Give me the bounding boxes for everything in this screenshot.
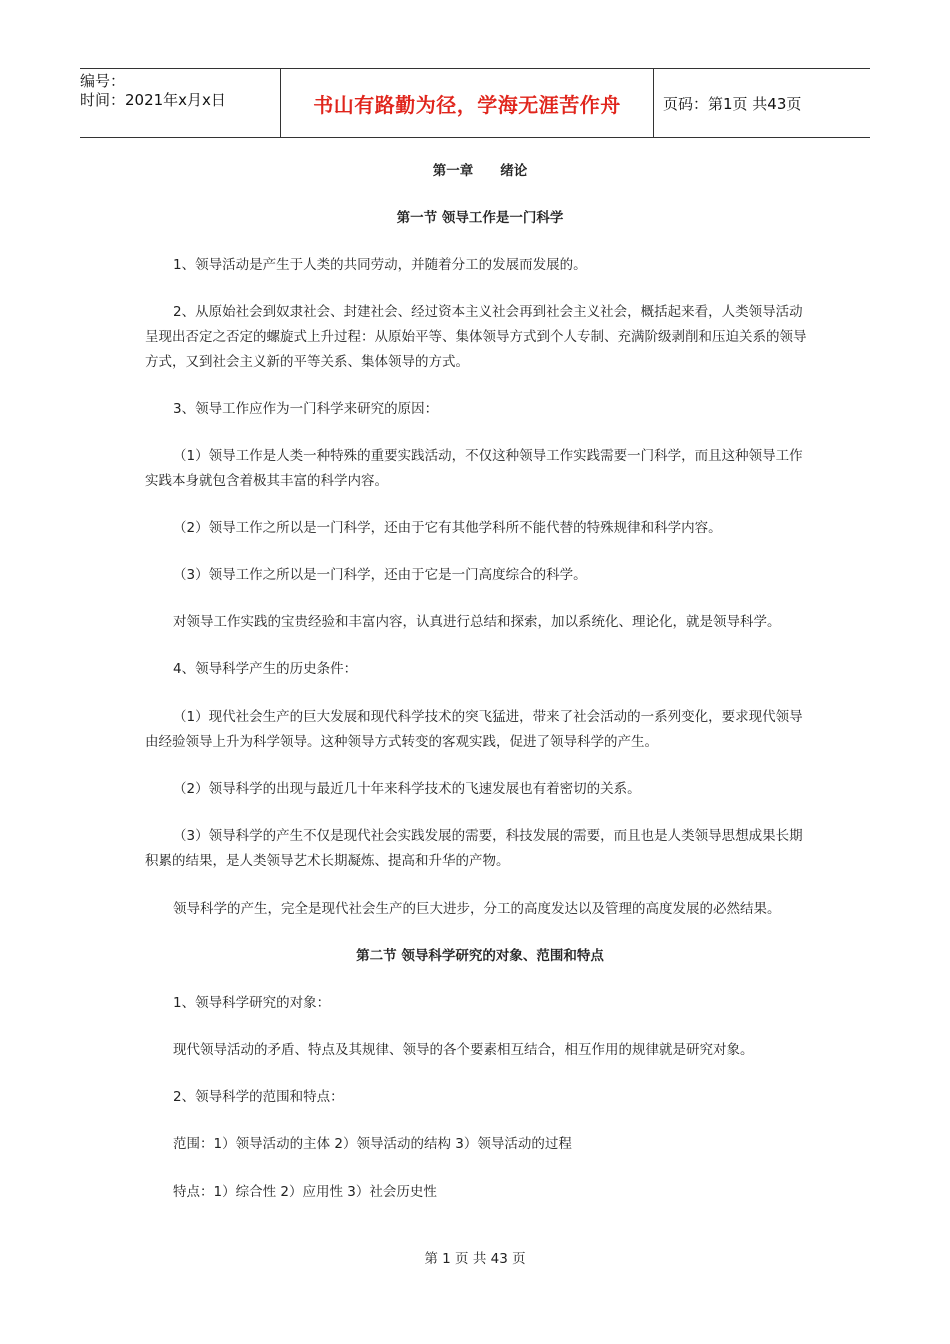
paragraph: 现代领导活动的矛盾、特点及其规律、领导的各个要素相互结合，相互作用的规律就是研究对象。 bbox=[173, 1042, 754, 1058]
paragraph: 领导科学的产生，完全是现代社会生产的巨大进步，分工的高度发达以及管理的高度发展的必然结果。 bbox=[173, 901, 781, 917]
page-header bbox=[80, 68, 870, 138]
paragraph: （3）领导工作之所以是一门科学，还由于它是一门高度综合的科学。 bbox=[173, 567, 587, 583]
paragraph: 1、领导科学研究的对象： bbox=[173, 995, 331, 1011]
paragraph: 2、从原始社会到奴隶社会、封建社会、经过资本主义社会再到社会主义社会，概括起来看，人类领导活动呈现出否定之否定的螺旋式上升过程：从原始平等、集体领导方式到个人专制、充满阶级剥削和压迫关系的领导方式，又到社会主义新的平等关系、集体领导的方式。 bbox=[145, 304, 807, 370]
number-label: 编号： bbox=[80, 72, 126, 90]
header-page-code: 页码：第1页 共43页 bbox=[663, 94, 802, 113]
section-title: 第二节 领导科学研究的对象、范围和特点 bbox=[356, 948, 604, 964]
header-meta bbox=[80, 69, 280, 140]
time-label: 时间：2021年x月x日 bbox=[80, 91, 226, 109]
header-motto: 书山有路勤为径，学海无涯苦作舟 bbox=[280, 69, 654, 137]
paragraph: 特点：1）综合性 2）应用性 3）社会历史性 bbox=[173, 1184, 437, 1200]
section-title: 第一节 领导工作是一门科学 bbox=[396, 210, 564, 226]
paragraph: （2）领导工作之所以是一门科学，还由于它有其他学科所不能代替的特殊规律和科学内容。 bbox=[173, 520, 722, 536]
paragraph: （2）领导科学的出现与最近几十年来科学技术的飞速发展也有着密切的关系。 bbox=[173, 781, 641, 797]
paragraph: 1、领导活动是产生于人类的共同劳动，并随着分工的发展而发展的。 bbox=[173, 257, 587, 273]
chapter-title: 第一章 绪论 bbox=[432, 163, 528, 179]
page-footer: 第 1 页 共 43 页 bbox=[424, 1251, 526, 1267]
paragraph: 对领导工作实践的宝贵经验和丰富内容，认真进行总结和探索，加以系统化、理论化，就是领导科学。 bbox=[173, 614, 781, 630]
paragraph: （1）领导工作是人类一种特殊的重要实践活动，不仅这种领导工作实践需要一门科学，而且这种领导工作实践本身就包含着极其丰富的科学内容。 bbox=[145, 448, 803, 489]
paragraph: 4、领导科学产生的历史条件： bbox=[173, 661, 358, 677]
paragraph: 范围：1）领导活动的主体 2）领导活动的结构 3）领导活动的过程 bbox=[173, 1136, 572, 1152]
paragraph: 3、领导工作应作为一门科学来研究的原因： bbox=[173, 401, 439, 417]
paragraph: （1）现代社会生产的巨大发展和现代科学技术的突飞猛进，带来了社会活动的一系列变化，要求现代领导由经验领导上升为科学领导。这种领导方式转变的客观实践，促进了领导科学的产生。 bbox=[145, 709, 803, 750]
paragraph: 2、领导科学的范围和特点： bbox=[173, 1089, 344, 1105]
paragraph: （3）领导科学的产生不仅是现代社会实践发展的需要，科技发展的需要，而且也是人类领导思想成果长期积累的结果，是人类领导艺术长期凝炼、提高和升华的产物。 bbox=[145, 828, 803, 869]
